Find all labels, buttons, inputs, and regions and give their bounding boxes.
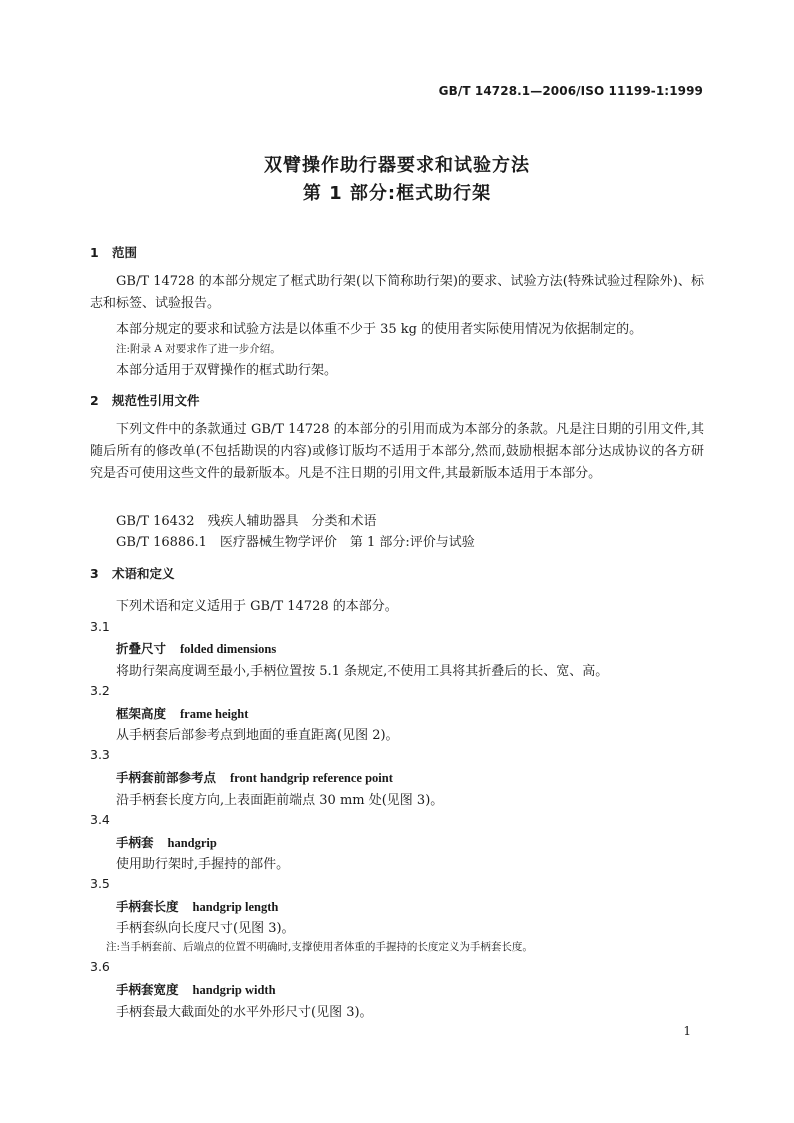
section-number: 3 (90, 566, 99, 581)
term-zh: 手柄套 (116, 835, 154, 850)
section-number: 2 (90, 393, 99, 408)
reference-item: GB/T 16886.1 医疗器械生物学评价 第 1 部分:评价与试验 (116, 535, 475, 550)
section-heading-scope (90, 243, 137, 261)
term-en: front handgrip reference point (230, 771, 393, 785)
document-title: 双臂操作助行器要求和试验方法 (264, 155, 530, 176)
term-zh: 手柄套前部参考点 (116, 770, 217, 785)
note: 注:当手柄套前、后端点的位置不明确时,支撑使用者体重的手握持的长度定义为手柄套长度。 (106, 941, 533, 953)
document-subtitle: 第 1 部分:框式助行架 (302, 183, 492, 204)
term-en: handgrip (167, 836, 217, 850)
section-title: 范围 (112, 245, 138, 260)
term-definition: 从手柄套后部参考点到地面的垂直距离(见图 2)。 (116, 728, 399, 743)
section-heading-references (90, 391, 200, 409)
term-en: frame height (180, 707, 249, 721)
reference-item: GB/T 16432 残疾人辅助器具 分类和术语 (116, 514, 377, 529)
clause-number: 3.4 (90, 812, 110, 827)
term-definition: 沿手柄套长度方向,上表面距前端点 30 mm 处(见图 3)。 (116, 793, 444, 808)
paragraph: 本部分规定的要求和试验方法是以体重不少于 35 kg 的使用者实际使用情况为依据制定的。 (116, 322, 643, 337)
term-en: folded dimensions (180, 642, 277, 656)
clause-number: 3.1 (90, 619, 110, 634)
term-heading (116, 639, 276, 657)
paragraph: 下列术语和定义适用于 GB/T 14728 的本部分。 (116, 599, 398, 614)
term-heading (116, 897, 278, 915)
standard-number: GB/T 14728.1—2006/ISO 11199-1:1999 (438, 84, 703, 98)
term-definition: 使用助行架时,手握持的部件。 (116, 857, 290, 872)
paragraph: 本部分适用于双臂操作的框式助行架。 (116, 363, 338, 378)
term-zh: 框架高度 (116, 706, 167, 721)
term-zh: 折叠尺寸 (116, 641, 167, 656)
term-en: handgrip length (192, 900, 279, 914)
term-zh: 手柄套长度 (116, 899, 179, 914)
note: 注:附录 A 对要求作了进一步介绍。 (116, 343, 281, 355)
clause-number: 3.2 (90, 683, 110, 698)
term-en: handgrip width (192, 983, 276, 997)
paragraph: GB/T 14728 的本部分规定了框式助行架(以下简称助行架)的要求、试验方法(特殊试验过程除外)、标志和标签、试验报告。 (90, 274, 704, 311)
term-definition: 将助行架高度调至最小,手柄位置按 5.1 条规定,不使用工具将其折叠后的长、宽、高。 (116, 664, 609, 679)
term-heading (116, 980, 276, 998)
section-heading-terms (90, 564, 175, 582)
term-definition: 手柄套最大截面处的水平外形尺寸(见图 3)。 (116, 1005, 373, 1020)
page-number: 1 (683, 1024, 691, 1038)
clause-number: 3.3 (90, 747, 110, 762)
section-number: 1 (90, 245, 99, 260)
clause-number: 3.5 (90, 876, 110, 891)
section-title: 术语和定义 (112, 566, 175, 581)
term-heading (116, 704, 248, 722)
term-heading (116, 768, 393, 786)
term-zh: 手柄套宽度 (116, 982, 179, 997)
term-heading (116, 833, 217, 851)
clause-number: 3.6 (90, 959, 110, 974)
paragraph: 下列文件中的条款通过 GB/T 14728 的本部分的引用而成为本部分的条款。凡是注日期的引用文件,其随后所有的修改单(不包括勘误的内容)或修订版均不适用于本部分,然而,鼓励根据本部分达成协议的各方研究是否可使用这些文件的最新版本。凡是不注日期的引用文件,其最新版本适用于本部分。 (90, 422, 704, 481)
section-title: 规范性引用文件 (112, 393, 200, 408)
term-definition: 手柄套纵向长度尺寸(见图 3)。 (116, 921, 295, 936)
